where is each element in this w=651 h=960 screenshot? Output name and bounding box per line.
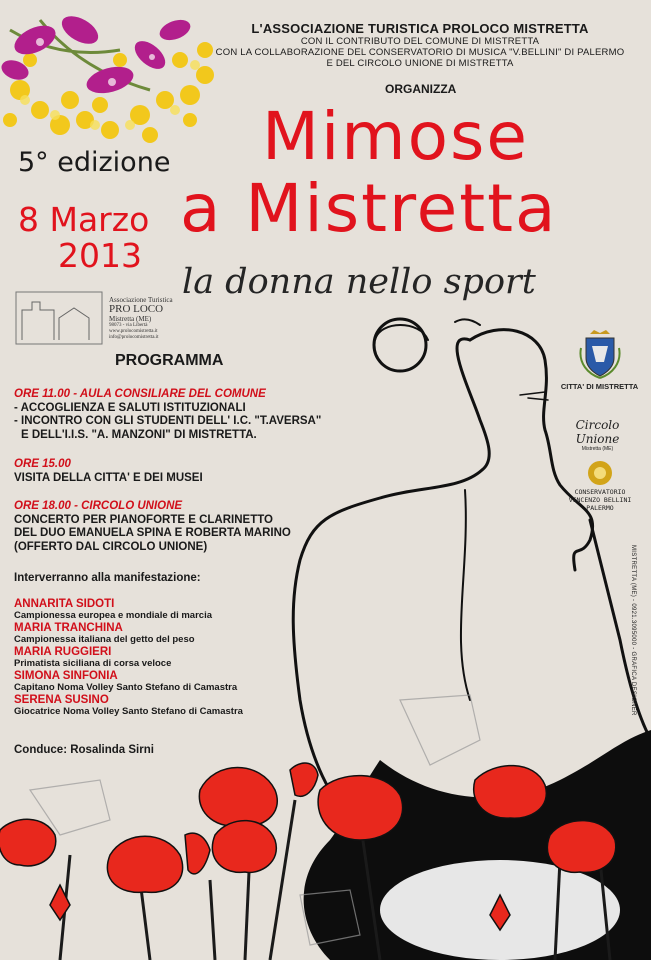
- proloco-line3: Mistretta (ME): [109, 315, 152, 323]
- conservatorio-line1: CONSERVATORIO: [574, 488, 626, 496]
- proloco-line2: PRO LOCO: [109, 303, 164, 315]
- proloco-line4: 98073 - via Libertà: [109, 323, 148, 328]
- vertical-credit: MISTRETTA (ME) - 0921.3095000 - GRAFICA DESIGNER: [630, 545, 636, 716]
- organizza-label: ORGANIZZA: [385, 82, 457, 96]
- proloco-logo: [14, 290, 174, 346]
- contributors-block: [190, 36, 650, 69]
- guest-1-name: ANNARITA SIDOTI: [14, 598, 115, 610]
- event-1-line2: - INCONTRO CON GLI STUDENTI DELL' I.C. "T.AVERSA": [14, 415, 322, 427]
- event-3-line2: DEL DUO EMANUELA SPINA E ROBERTA MARINO: [14, 527, 291, 539]
- comune-logo: [557, 328, 642, 391]
- circolo-name: Circolo Unione: [575, 418, 620, 446]
- guest-1-desc: Campionessa europea e mondiale di marcia: [14, 610, 212, 621]
- woman-silhouette: [293, 319, 651, 830]
- guest-3-name: MARIA RUGGIERI: [14, 646, 112, 658]
- guest-list: [14, 598, 243, 718]
- date-day: 8 Marzo: [18, 200, 150, 239]
- castle-sketch-icon: [14, 290, 104, 346]
- guest-4-desc: Capitano Noma Volley Santo Stefano di Camastra: [14, 682, 238, 693]
- mimosa-bouquet-icon: [0, 10, 214, 143]
- event-1: [14, 388, 321, 442]
- date-year: 2013: [58, 236, 142, 275]
- event-1-line3: E DELL'I.I.S. "A. MANZONI" DI MISTRETTA.: [21, 428, 257, 441]
- contributor-circolo: E DEL CIRCOLO UNIONE DI MISTRETTA: [326, 58, 514, 69]
- event-1-line1: - ACCOGLIENZA E SALUTI ISTITUZIONALI: [14, 401, 246, 414]
- event-2-line1: VISITA DELLA CITTA' E DEI MUSEI: [14, 471, 203, 484]
- programma-heading: PROGRAMMA: [115, 352, 224, 369]
- interventions-label: Interverranno alla manifestazione:: [14, 572, 201, 584]
- event-3-time: ORE 18.00 - CIRCOLO UNIONE: [14, 500, 183, 512]
- event-3-line1: CONCERTO PER PIANOFORTE E CLARINETTO: [14, 513, 273, 526]
- conservatorio-line3: PALERMO: [586, 504, 614, 512]
- title-line1: Mimose: [262, 98, 529, 175]
- guest-2-desc: Campionessa italiana del getto del peso: [14, 634, 195, 645]
- subtitle: la donna nello sport: [182, 262, 536, 302]
- title-line2: a Mistretta: [180, 170, 558, 247]
- conduce-label: Conduce: Rosalinda Sirni: [14, 744, 154, 756]
- guest-2-name: MARIA TRANCHINA: [14, 622, 123, 634]
- conservatorio-logo: [560, 460, 640, 512]
- circolo-logo: [555, 418, 640, 452]
- conservatorio-line2: VINCENZO BELLINI: [568, 496, 632, 504]
- circolo-sub: Mistretta (ME): [581, 446, 614, 452]
- guest-3-desc: Primatista siciliana di corsa veloce: [14, 658, 172, 669]
- conservatorio-emblem-icon: [587, 460, 613, 486]
- event-2: [14, 458, 203, 485]
- edition-label: 5° edizione: [18, 147, 171, 178]
- proloco-line1: Associazione Turistica: [109, 296, 173, 304]
- event-1-time: ORE 11.00 - AULA CONSILIARE DEL COMUNE: [14, 388, 266, 400]
- contributor-comune: CON IL CONTRIBUTO DEL COMUNE DI MISTRETTA: [300, 36, 540, 47]
- coat-of-arms-icon: [578, 328, 622, 380]
- proloco-line5: www.prolocomistretta.it: [109, 329, 158, 334]
- proloco-line6: info@prolocomistretta.it: [109, 335, 159, 340]
- organizer-line: L'ASSOCIAZIONE TURISTICA PROLOCO MISTRETTA: [251, 21, 589, 36]
- event-2-time: ORE 15.00: [14, 458, 71, 470]
- guest-5-name: SERENA SUSINO: [14, 694, 109, 706]
- guest-5-desc: Giocatrice Noma Volley Santo Stefano di Camastra: [14, 706, 243, 717]
- event-3-line3: (OFFERTO DAL CIRCOLO UNIONE): [14, 540, 208, 553]
- comune-label: CITTA' DI MISTRETTA: [560, 382, 639, 391]
- contributor-conservatorio: CON LA COLLABORAZIONE DEL CONSERVATORIO DI MUSICA "V.BELLINI" DI PALERMO: [215, 47, 625, 58]
- guest-4-name: SIMONA SINFONIA: [14, 670, 118, 682]
- event-3: [14, 500, 291, 554]
